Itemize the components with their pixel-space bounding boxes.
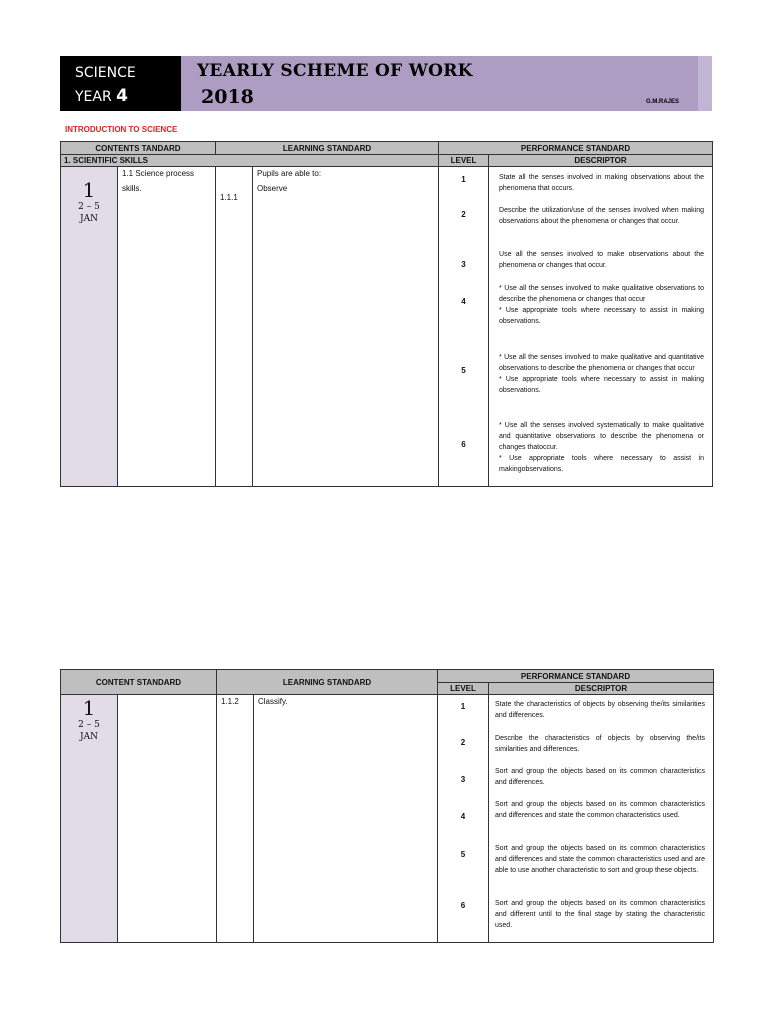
- performance-standard-header: PERFORMANCE STANDARD: [438, 670, 714, 683]
- content-standard-header: CONTENT STANDARD: [61, 670, 217, 695]
- descriptor-text: Describe the utilization/use of the senses involved when making observations about the phenomena or changes that occur.: [499, 207, 705, 225]
- level-value: 6: [460, 901, 466, 910]
- week-cell: [61, 167, 118, 487]
- descriptor-text: State the characteristics of objects by observing the/its similarities and differences.: [495, 701, 706, 719]
- level-value: 1: [460, 702, 466, 711]
- level-column: [438, 695, 489, 943]
- content-standard-header: CONTENTS TANDARD: [61, 142, 216, 155]
- descriptor-text: Sort and group the objects based on its common characteristics and differences and state the common characteristics used and are able to use another characteristic to sort and group these objects.: [495, 845, 706, 874]
- level-value: 3: [460, 775, 466, 784]
- learning-code-cell: [217, 695, 254, 943]
- header-stripe: [698, 56, 712, 111]
- page-year: 2018: [201, 86, 254, 108]
- performance-standard-header: PERFORMANCE STANDARD: [439, 142, 713, 155]
- level-value: 3: [461, 260, 466, 269]
- subject-box: [60, 56, 181, 111]
- week-cell: [61, 695, 118, 943]
- week-number: 1: [82, 696, 96, 720]
- level-value: 5: [461, 366, 466, 375]
- level-value: 4: [461, 297, 466, 306]
- week-number: 1: [82, 178, 96, 202]
- learning-text: Classify.: [258, 697, 288, 706]
- descriptor-text: Sort and group the objects based on its common characteristics and differences and state the common characteristics used.: [495, 801, 706, 819]
- week-days: 2 – 5: [78, 720, 100, 730]
- descriptor-text: Sort and group the objects based on its common characteristics and different until to the final stage by stating the characteristic used.: [495, 900, 706, 929]
- header-banner: [60, 56, 712, 111]
- descriptor-text: Sort and group the objects based on its common characteristics and differences.: [495, 768, 706, 786]
- section-title: 1. SCIENTIFIC SKILLS: [61, 155, 439, 167]
- level-header: LEVEL: [438, 683, 489, 695]
- learning-standard-cell: [253, 167, 439, 487]
- title-box: [181, 56, 712, 111]
- learning-standard-cell: [254, 695, 438, 943]
- level-value: 6: [461, 440, 466, 449]
- level-column: [439, 167, 489, 487]
- descriptor-text: State all the senses involved in making observations about the phenomena that occurs.: [499, 174, 705, 192]
- content-standard-line1: 1.1 Science process: [122, 169, 195, 178]
- descriptor-text: Use all the senses involved to make observations about the phenomena or changes that occur.: [499, 251, 705, 269]
- year-label: YEAR 4: [75, 86, 128, 106]
- descriptor-text: * Use all the senses involved systematically to make qualitative and quantitative observations to describe the phenomena or changes thatoccur. * Use appropriate tools where necessary to assist in makingobservations.: [499, 422, 705, 473]
- level-value: 4: [460, 812, 466, 821]
- level-value: 5: [460, 850, 466, 859]
- descriptor-column: [489, 695, 714, 943]
- descriptor-column: [489, 167, 713, 487]
- learning-code: 1.1.2: [221, 697, 239, 706]
- scheme-table-2: [60, 669, 714, 943]
- author-label: G.M.RAJES: [646, 99, 680, 105]
- descriptor-header: DESCRIPTOR: [489, 683, 714, 695]
- week-days: 2 – 5: [78, 202, 100, 212]
- content-standard-cell: [118, 167, 216, 487]
- learning-intro: Pupils are able to:: [257, 169, 322, 178]
- content-standard-line2: skills.: [122, 184, 142, 193]
- descriptor-text: * Use all the senses involved to make qualitative observations to describe the phenomena or changes that occur * Use appropriate tools where necessary to assist in making observations.: [499, 285, 705, 325]
- content-standard-cell: [118, 695, 217, 943]
- learning-code: 1.1.1: [220, 193, 238, 202]
- learning-standard-header: LEARNING STANDARD: [216, 142, 439, 155]
- level-value: 2: [460, 738, 466, 747]
- level-value: 1: [461, 175, 466, 184]
- subject-label: SCIENCE: [75, 65, 136, 81]
- descriptor-text: Describe the characteristics of objects by observing the/its similarities and differences.: [495, 735, 706, 753]
- descriptor-header: DESCRIPTOR: [489, 155, 713, 167]
- learning-code-cell: [216, 167, 253, 487]
- page-title: YEARLY SCHEME OF WORK: [197, 61, 473, 81]
- section-heading: INTRODUCTION TO SCIENCE: [65, 125, 178, 134]
- level-header: LEVEL: [439, 155, 489, 167]
- week-month: JAN: [80, 732, 98, 742]
- week-month: JAN: [80, 214, 98, 224]
- descriptor-text: * Use all the senses involved to make qualitative and quantitative observations to describe the phenomena or changes that occur * Use appropriate tools where necessary to assist in making observations.: [499, 354, 705, 394]
- scheme-table-1: [60, 141, 713, 487]
- learning-standard-header: LEARNING STANDARD: [217, 670, 438, 695]
- learning-text: Observe: [257, 184, 288, 193]
- level-value: 2: [461, 210, 466, 219]
